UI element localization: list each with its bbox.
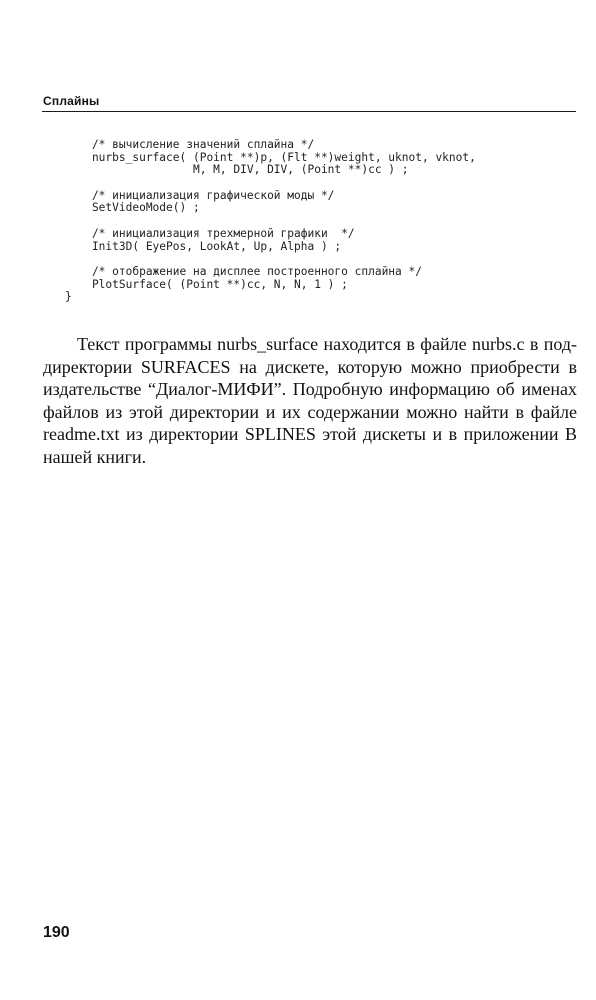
code-line <box>65 215 476 228</box>
code-line <box>65 253 476 266</box>
code-line: /* вычисление значений сплайна */ <box>65 138 315 151</box>
code-line <box>65 177 476 190</box>
paragraph-line: Текст программы nurbs_surface находится в файле nurbs.c в под- <box>77 334 577 354</box>
body-paragraph <box>43 333 577 468</box>
running-head-title: Сплайны <box>43 94 100 108</box>
paragraph-line: издательстве “Диалог-МИФИ”. Подробную информацию об именах <box>43 379 577 399</box>
code-line: } <box>65 290 72 304</box>
header-rule <box>42 111 576 112</box>
page-number: 190 <box>43 924 70 941</box>
paragraph-line: файлов из этой директории и их содержании можно найти в файле <box>43 401 577 422</box>
paragraph-line: нашей книги. <box>43 446 147 467</box>
paragraph-line: директории SURFACES на дискете, которую можно приобрести в <box>43 356 577 377</box>
code-line: /* инициализация графической моды */ <box>65 188 335 202</box>
code-line: Init3D( EyePos, LookAt, Up, Alpha ) ; <box>65 239 342 253</box>
code-line: /* инициализация трехмерной графики */ <box>65 226 355 240</box>
code-line: SetVideoMode() ; <box>65 201 200 215</box>
code-line: /* отображение на дисплее построенного сплайна */ <box>65 264 422 278</box>
code-listing <box>65 139 476 304</box>
code-line: nurbs_surface( (Point **)p, (Flt **)weight, uknot, vknot, <box>65 150 476 164</box>
paragraph-line: readme.txt из директории SPLINES этой дискеты и в приложении B <box>43 424 577 444</box>
code-line: M, M, DIV, DIV, (Point **)cc ) ; <box>65 163 409 177</box>
code-line: PlotSurface( (Point **)cc, N, N, 1 ) ; <box>65 277 348 291</box>
